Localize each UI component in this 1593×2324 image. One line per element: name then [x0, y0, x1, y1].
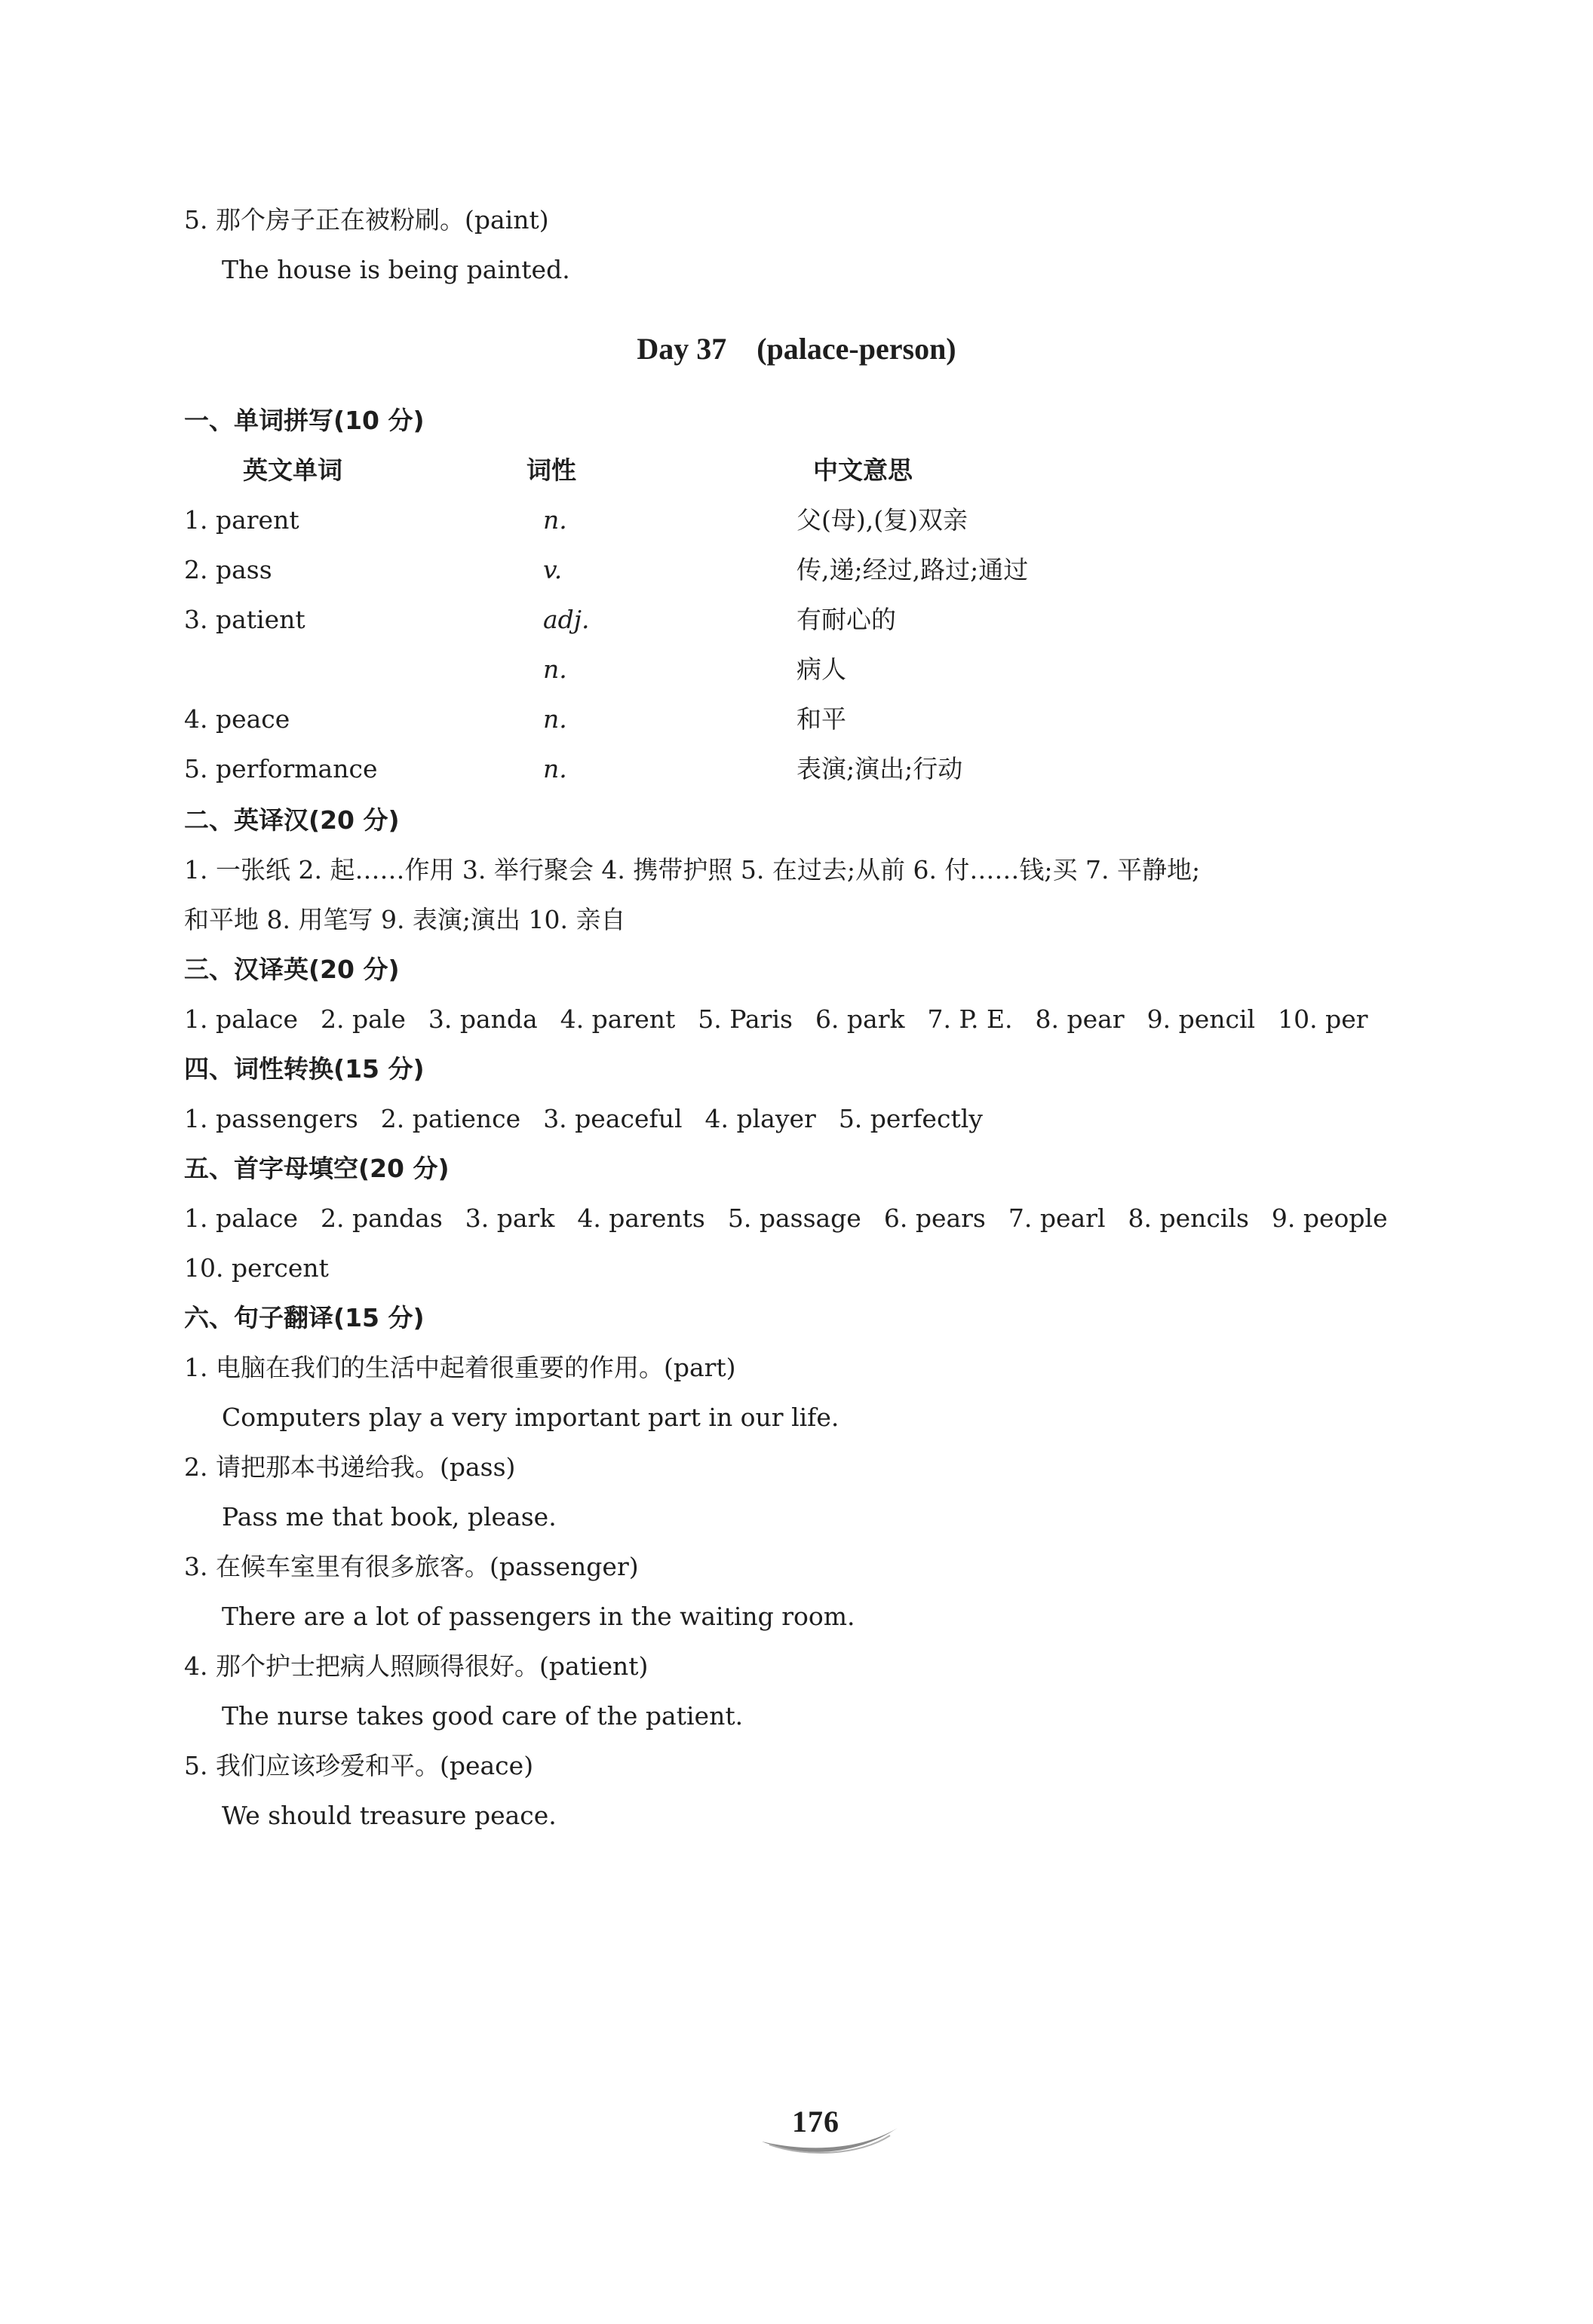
vocab-meaning: 有耐心的 [796, 605, 896, 634]
col-header-word: 英文单词 [243, 455, 342, 485]
vocab-meaning: 传,递;经过,路过;通过 [796, 555, 1029, 584]
col-header-meaning: 中文意思 [813, 455, 913, 485]
day-title [0, 330, 1593, 368]
translation-answer: There are a lot of passengers in the waiting room. [222, 1602, 855, 1631]
list-item: 6. park [815, 1004, 905, 1034]
translation-answer: Pass me that book, please. [222, 1502, 557, 1531]
vocab-pos: n. [543, 704, 567, 734]
vocab-pos: v. [543, 555, 563, 584]
vocab-word: 5. performance [184, 754, 378, 783]
vocab-header-row [184, 454, 1391, 487]
vocab-row [184, 603, 1391, 636]
section5-answers [184, 1202, 1410, 1235]
vocab-row [184, 653, 1391, 686]
list-item: 8. pencils [1128, 1203, 1249, 1233]
vocab-meaning: 病人 [796, 655, 846, 684]
section4-answers [184, 1102, 1005, 1136]
list-item: 9. people [1271, 1203, 1388, 1233]
vocab-meaning: 表演;演出;行动 [796, 754, 963, 783]
vocab-row [184, 553, 1391, 587]
translation-answer: We should treasure peace. [222, 1801, 557, 1830]
vocab-meaning: 和平 [796, 704, 846, 734]
col-header-pos: 词性 [526, 455, 576, 485]
vocab-pos: n. [543, 505, 567, 535]
section2-heading: 二、英译汉(20 分) [184, 805, 400, 835]
page-number-footer [754, 2098, 905, 2166]
list-item: 5. perfectly [838, 1104, 983, 1133]
day-range: (palace-person) [757, 332, 956, 366]
top-answer: The house is being painted. [222, 255, 570, 284]
list-item: 3. panda [428, 1004, 538, 1034]
section3-heading: 三、汉译英(20 分) [184, 955, 400, 984]
list-item: 3. peaceful [543, 1104, 683, 1133]
translation-answer: The nurse takes good care of the patient. [222, 1701, 744, 1731]
section2-line2: 和平地 8. 用笔写 9. 表演;演出 10. 亲自 [184, 905, 626, 934]
top-question: 5. 那个房子正在被粉刷。(paint) [184, 205, 549, 235]
list-item: 7. P. E. [927, 1004, 1013, 1034]
vocab-word: 3. patient [184, 605, 305, 634]
vocab-pos: n. [543, 655, 567, 684]
translation-question: 1. 电脑在我们的生活中起着很重要的作用。(part) [184, 1353, 736, 1382]
list-item: 1. palace [184, 1203, 299, 1233]
list-item: 4. parents [577, 1203, 705, 1233]
list-item: 1. passengers [184, 1104, 358, 1133]
list-item: 9. pencil [1146, 1004, 1256, 1034]
section5-line2: 10. percent [184, 1253, 329, 1283]
list-item: 2. pandas [321, 1203, 443, 1233]
list-item: 2. patience [380, 1104, 521, 1133]
translation-question: 5. 我们应该珍爱和平。(peace) [184, 1751, 534, 1780]
vocab-word: 2. pass [184, 555, 272, 584]
list-item: 4. parent [560, 1004, 676, 1034]
list-item: 2. pale [321, 1004, 406, 1034]
section6-heading: 六、句子翻译(15 分) [184, 1303, 425, 1332]
section2-line1: 1. 一张纸 2. 起……作用 3. 举行聚会 4. 携带护照 5. 在过去;从前 6. 付……钱;买 7. 平静地; [184, 855, 1201, 885]
vocab-row [184, 504, 1391, 537]
vocab-meaning: 父(母),(复)双亲 [796, 505, 968, 535]
list-item: 7. pearl [1008, 1203, 1106, 1233]
list-item: 3. park [465, 1203, 555, 1233]
list-item: 5. Paris [698, 1004, 793, 1034]
day-label: Day 37 [637, 332, 727, 366]
list-item: 4. player [704, 1104, 816, 1133]
section1-heading: 一、单词拼写(10 分) [184, 406, 425, 435]
translation-question: 4. 那个护士把病人照顾得很好。(patient) [184, 1651, 649, 1681]
vocab-pos: n. [543, 754, 567, 783]
list-item: 1. palace [184, 1004, 299, 1034]
section3-answers [184, 1003, 1391, 1036]
vocab-row [184, 753, 1391, 786]
vocab-word: 1. parent [184, 505, 299, 535]
section5-heading: 五、首字母填空(20 分) [184, 1154, 450, 1183]
list-item: 6. pears [883, 1203, 986, 1233]
translation-answer: Computers play a very important part in our life. [222, 1403, 839, 1432]
section4-heading: 四、词性转换(15 分) [184, 1054, 425, 1084]
list-item: 5. passage [727, 1203, 861, 1233]
page-number: 176 [792, 2105, 839, 2139]
translation-question: 3. 在候车室里有很多旅客。(passenger) [184, 1552, 639, 1581]
list-item: 8. pear [1035, 1004, 1125, 1034]
vocab-word: 4. peace [184, 704, 290, 734]
vocab-pos: adj. [543, 605, 590, 634]
list-item: 10. per [1278, 1004, 1368, 1034]
translation-question: 2. 请把那本书递给我。(pass) [184, 1452, 516, 1482]
vocab-row [184, 703, 1391, 736]
